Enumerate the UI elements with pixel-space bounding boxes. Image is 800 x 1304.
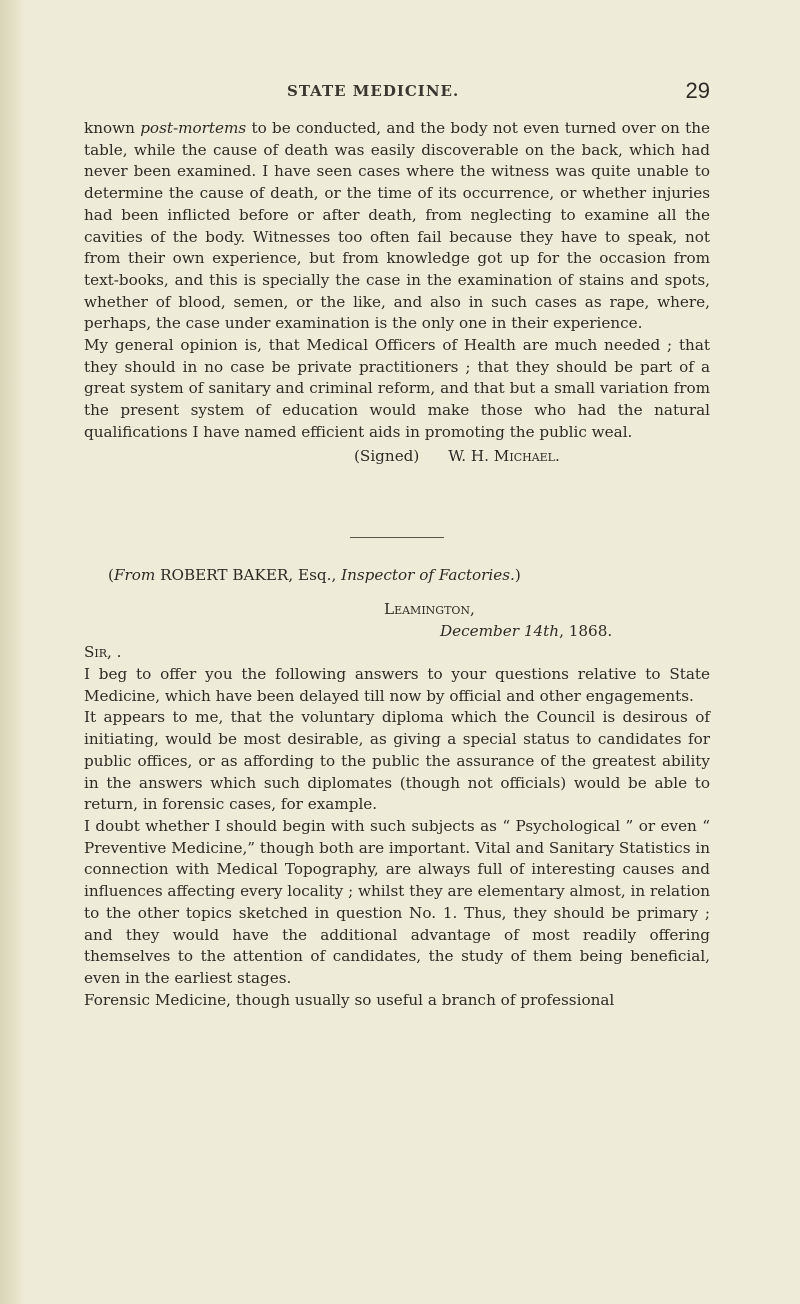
paragraph-3: I beg to offer you the following answers to your questions relative to State Medicine, which have been delayed till now by official and other engagements. (84, 665, 710, 705)
from-name: ROBERT BAKER, Esq., (155, 566, 342, 585)
paragraph-4: It appears to me, that the voluntary diploma which the Council is desirous of initiating, would be most desirable, as giving a special status to candidates for public offices, or as affording to the public the assurance of the greatest ability in the answers which such diplomates (though not officials) would be able to return, in forensic cases, for example. (84, 708, 710, 814)
from-word: From (113, 566, 156, 585)
date-month: December (440, 621, 520, 640)
page-header (84, 78, 710, 104)
paragraph-6: Forensic Medicine, though usually so useful a branch of professional (84, 990, 615, 1009)
section-divider (350, 537, 444, 538)
para1-italic: post-mortems (140, 119, 247, 137)
signed-label: (Signed) (354, 446, 420, 465)
para1-before: known (84, 119, 141, 137)
page-number: 29 (685, 78, 710, 103)
body-text (84, 118, 710, 1011)
signature-line (84, 446, 710, 468)
paragraph-5: I doubt whether I should begin with such subjects as “ Psychological ” or even “ Preventive Medicine,” though both are important. Vital and Sanitary Statistics in connection with Medical Topography, are always full of interesting causes and influences affecting every locality ; whilst they are elementary almost, in relation to the other topics sketched in question No. 1. Thus, they should be primary ; and they would have the additional advantage of most readily offering themselves to the attention of candidates, the study of them being beneficial, even in the earliest stages. (84, 816, 711, 987)
salutation: Sir, . (84, 643, 122, 662)
letter-place: Leamington, (384, 599, 475, 618)
signer-name: W. H. Michael. (448, 446, 560, 465)
letter-date (84, 621, 710, 643)
para1-after: to be conducted, and the body not even turned over on the table, while the cause of death was easily discoverable on the back, which had never been examined. I have seen cases where the witness was quite unable to determine the cause of death, or the time of its occurrence, or whether injuries had been inflicted before or after death, from neglecting to examine all the cavities of the body. Witnesses too often fail because they have to speak, not from their own experience, but from knowledge got up for the occasion from text-books, and this is specially the case in the examination of stains and spots, whether of blood, semen, or the like, and also in such cases as rape, where, perhaps, the case under examination is the only one in their experience. (84, 119, 710, 333)
date-year: , 1868. (559, 621, 613, 640)
page-edge-shadow (0, 0, 26, 1304)
running-head: STATE MEDICINE. (287, 82, 460, 100)
letter-attribution (84, 565, 710, 587)
paragraph-2: My general opinion is, that Medical Officers of Health are much needed ; that they should in no case be private practitioners ; that they should be part of a great system of sanitary and criminal reform, and that but a small variation from the present system of education would make those who had the natural qualifications I have named efficient aids in promoting the public weal. (84, 336, 710, 441)
date-day: 14th (523, 621, 560, 640)
from-open: ( (108, 566, 114, 585)
paragraph-1 (84, 118, 710, 335)
from-close: ) (514, 566, 521, 585)
from-title: Inspector of Factories. (341, 566, 515, 585)
